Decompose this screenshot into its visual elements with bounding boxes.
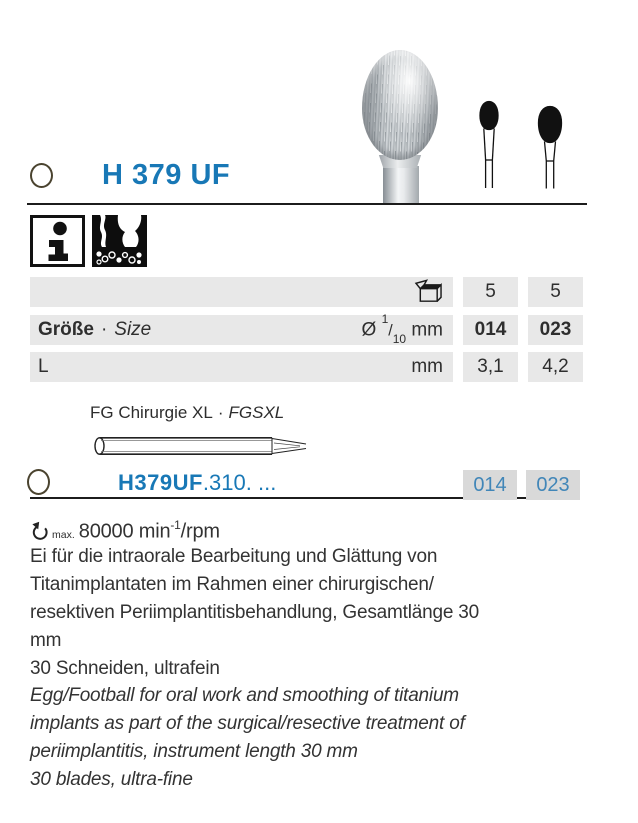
bur-silhouettes: [470, 95, 585, 195]
size-label-en: Size: [114, 319, 152, 340]
label-separator: ·: [217, 403, 224, 422]
table-row-size: [30, 311, 453, 347]
package-icon: [414, 279, 443, 306]
order-code-rest: .310. ...: [202, 470, 277, 495]
length-value-014: 3,1: [463, 352, 518, 382]
description-line: implants as part of the surgical/resective treatment of: [30, 713, 465, 734]
length-value-023: 4,2: [528, 352, 583, 382]
page-title: H 379 UF: [102, 159, 231, 191]
bur-head: [362, 50, 438, 160]
selection-circle: [30, 163, 53, 188]
size-value-023: 023: [528, 315, 583, 345]
order-code-bold: H379UF: [118, 470, 203, 495]
packaging-qty-014: 5: [463, 277, 518, 307]
description-line: mm: [30, 630, 62, 651]
table-row-length: [30, 352, 453, 382]
length-label: L: [38, 356, 49, 377]
max-label: max.: [52, 528, 75, 541]
info-icon: [30, 215, 85, 267]
shank-type-label: [90, 403, 284, 423]
description-line: 30 Schneiden, ultrafein: [30, 658, 220, 679]
size-value-014: 014: [463, 315, 518, 345]
order-size-badge-023: 023: [526, 470, 580, 500]
shank-label-en: FGSXL: [228, 403, 285, 422]
label-separator: ·: [100, 319, 108, 340]
rotation-max-icon: [30, 521, 50, 542]
silhouette-014-icon: [480, 102, 498, 189]
description-line: Titanimplantaten im Rahmen einer chirurgischen/: [30, 574, 434, 595]
table-row-packaging: [30, 277, 453, 307]
order-code: [118, 470, 276, 496]
description-english: [30, 682, 605, 794]
order-size-badge-014: 014: [463, 470, 517, 500]
description-line: Egg/Football for oral work and smoothing of titanium: [30, 685, 459, 706]
max-speed-row: [30, 519, 220, 542]
shank-drawing: [88, 432, 312, 458]
packaging-qty-023: 5: [528, 277, 583, 307]
max-speed-value: 80000 $\min^{-1}$/rpm: [78, 518, 220, 543]
description-german: [30, 543, 605, 683]
bur-shank: [383, 166, 419, 203]
selection-circle: [27, 469, 50, 495]
description-line: Ei für die intraorale Bearbeitung und Glättung von: [30, 546, 438, 567]
size-label-de: Größe: [38, 319, 94, 340]
silhouette-023-icon: [539, 107, 562, 189]
shank-label-de: FG Chirurgie XL: [90, 403, 213, 422]
description-line: 30 blades, ultra-fine: [30, 769, 193, 790]
size-unit: Ø $^1/_{10}$ mm: [361, 311, 443, 347]
description-line: periimplantitis, instrument length 30 mm: [30, 741, 358, 762]
teeth-implant-icon: [92, 215, 147, 267]
header-divider: [27, 203, 587, 205]
description-line: resektiven Periimplantitisbehandlung, Gesamtlänge 30: [30, 602, 480, 623]
length-unit: mm: [411, 356, 443, 377]
